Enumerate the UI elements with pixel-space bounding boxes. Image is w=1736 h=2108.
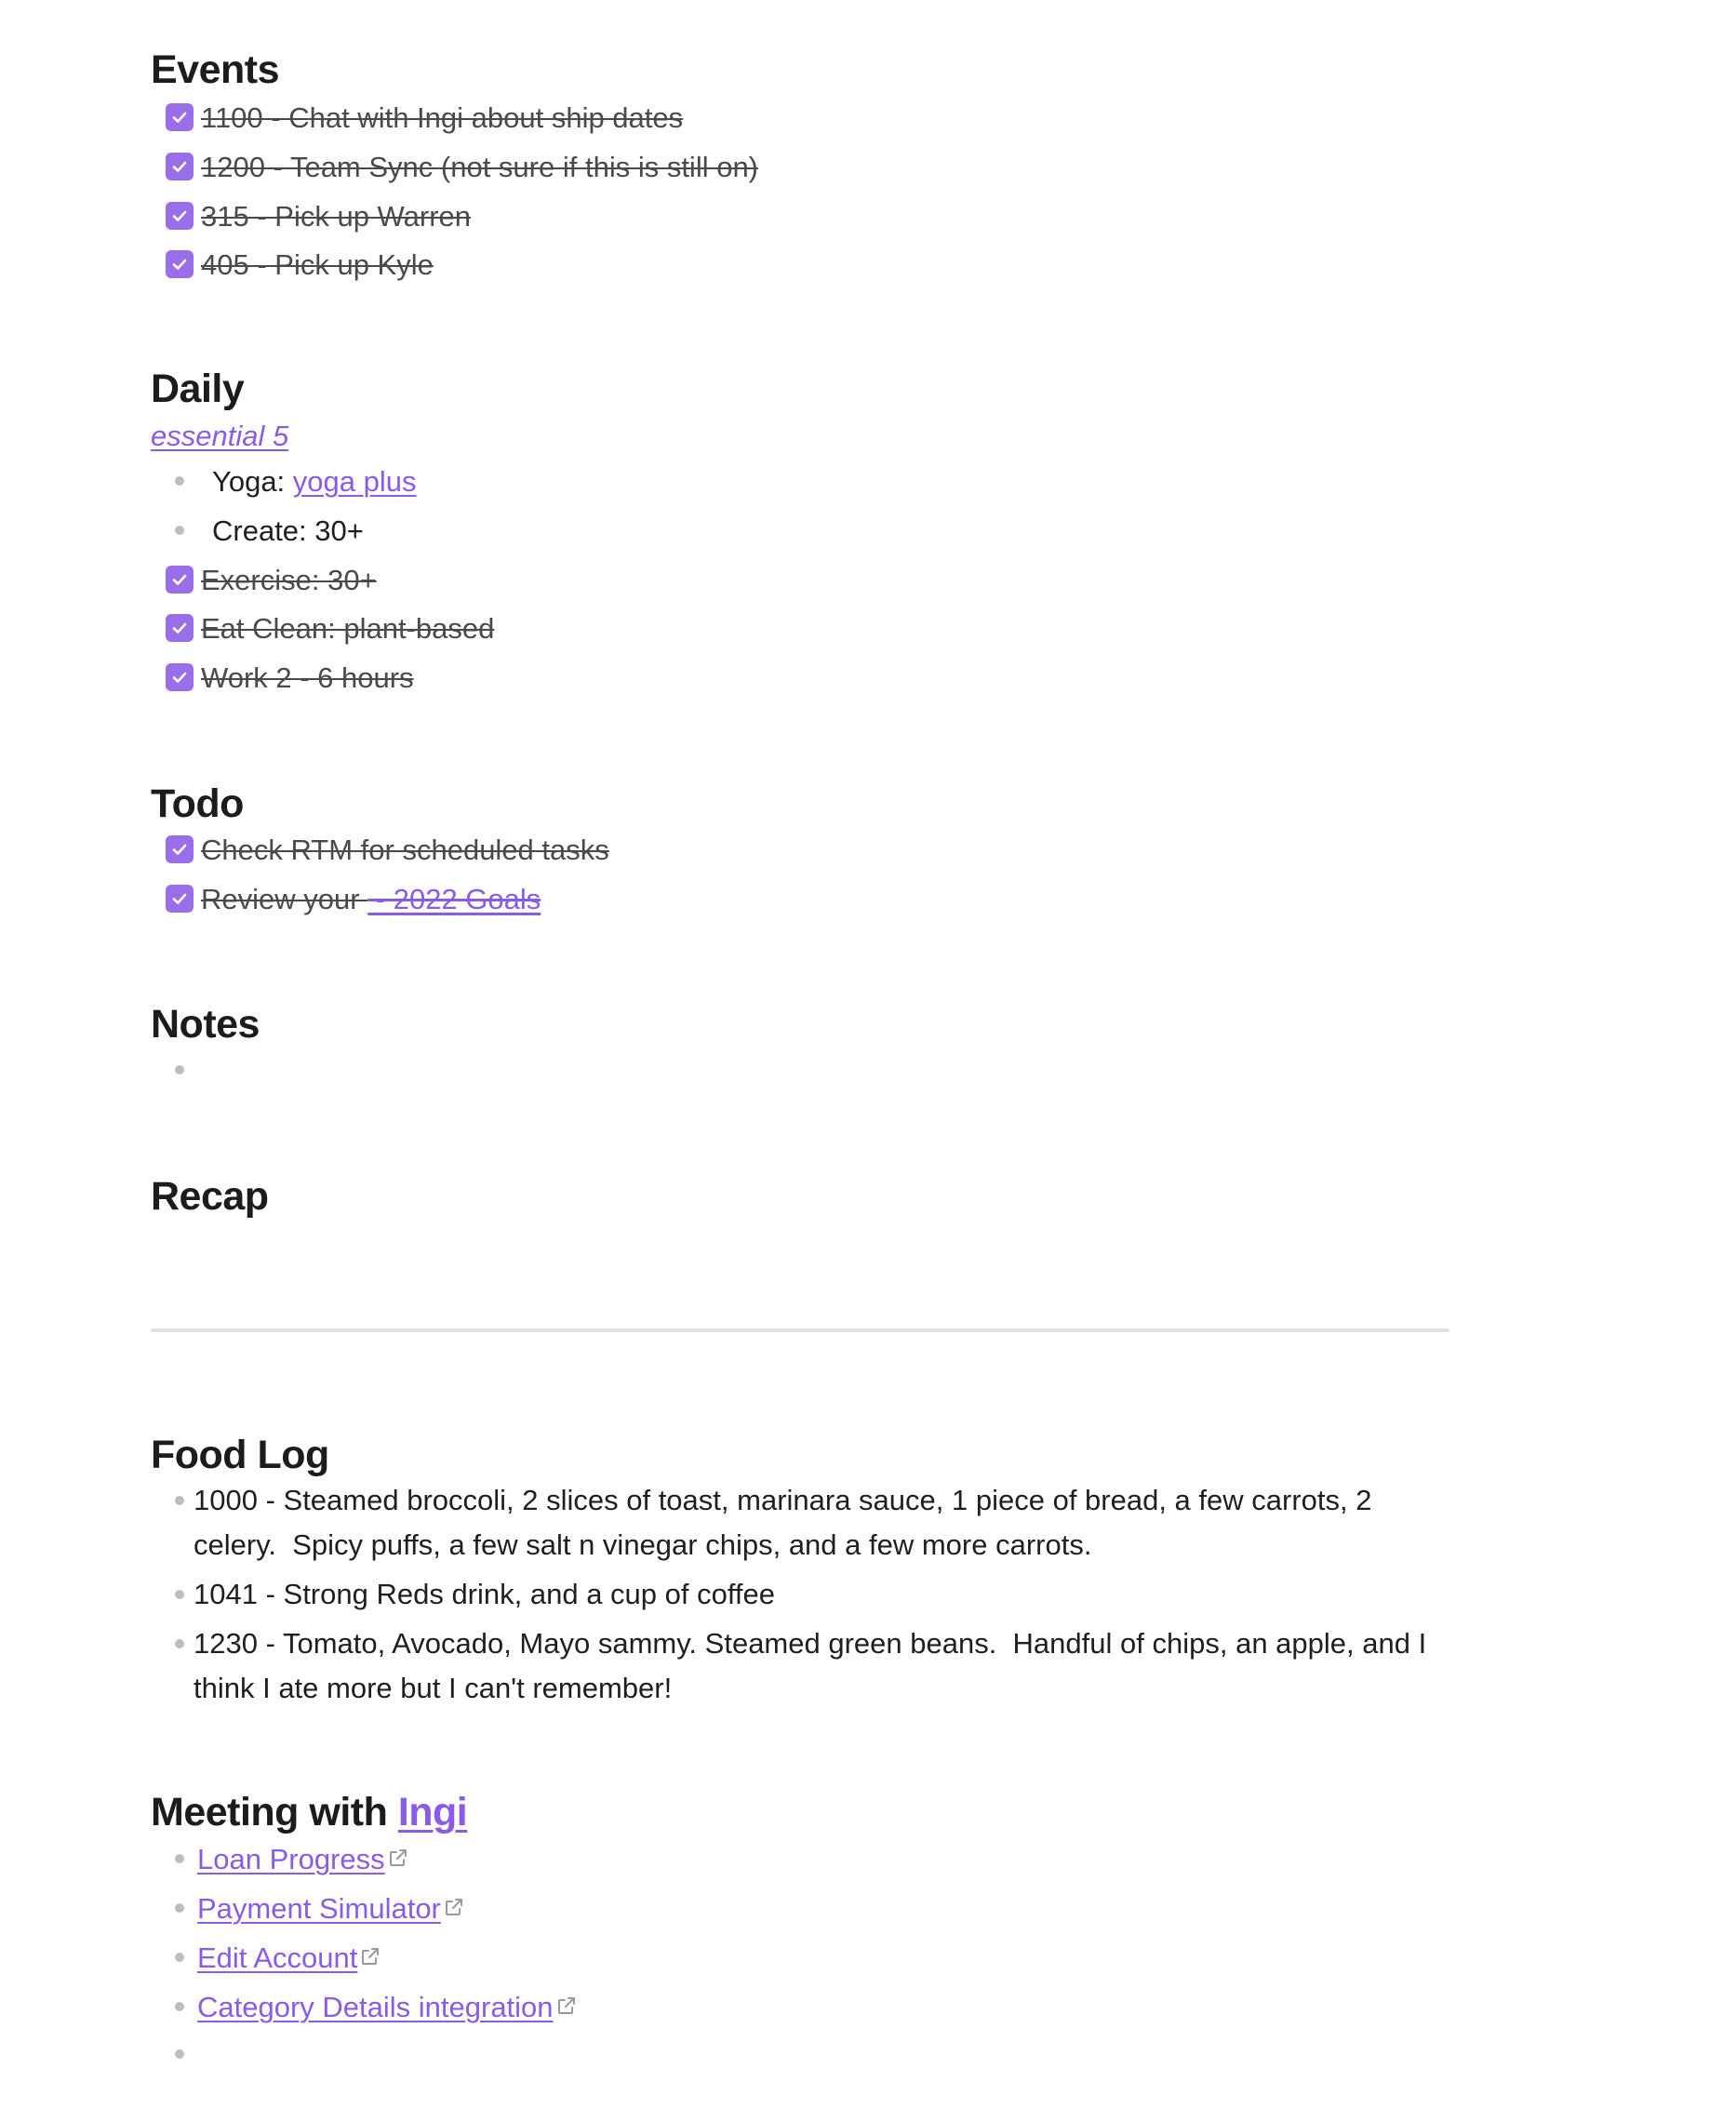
food-log-heading: Food Log (151, 1433, 329, 1477)
event-item-text[interactable]: 1200 - Team Sync (not sure if this is still on) (201, 150, 759, 183)
checkbox-checked-icon[interactable] (166, 250, 194, 278)
bullet-icon (175, 1854, 184, 1863)
bullet-icon (175, 1903, 184, 1913)
bullet-icon (175, 2049, 184, 2059)
event-item-text[interactable]: 405 - Pick up Kyle (201, 247, 434, 281)
food-log-item-text[interactable]: 1230 - Tomato, Avocado, Mayo sammy. Steamed green beans. Handful of chips, an apple, and I think I ate more but I can't remember! (194, 1627, 1435, 1704)
meeting-item (166, 1937, 381, 1978)
ingi-link[interactable]: Ingi (397, 1790, 468, 1834)
essential-5-link[interactable]: essential 5 (151, 420, 289, 452)
divider (151, 1328, 1449, 1332)
loan-progress-link[interactable]: Loan Progress (197, 1842, 385, 1875)
external-link-icon[interactable] (555, 1993, 578, 2021)
checkbox-checked-icon[interactable] (166, 202, 194, 230)
external-link-icon[interactable] (443, 1894, 465, 1923)
bullet-icon (175, 2002, 184, 2011)
checkbox-checked-icon[interactable] (166, 885, 194, 913)
daily-item-prefix: Yoga: (212, 464, 293, 498)
checkbox-checked-icon[interactable] (166, 663, 194, 691)
food-log-item (166, 1621, 1449, 1711)
bullet-icon (175, 526, 184, 535)
event-item (166, 146, 758, 187)
bullet-icon (175, 1953, 184, 1962)
daily-item (166, 460, 417, 501)
meeting-item (166, 1888, 465, 1928)
event-item-text[interactable]: 1100 - Chat with Ingi about ship dates (201, 100, 684, 134)
daily-item-text[interactable]: Eat Clean: plant-based (201, 611, 495, 645)
meeting-empty-item[interactable] (166, 2034, 197, 2075)
daily-heading: Daily (151, 367, 245, 411)
yoga-plus-link[interactable]: yoga plus (292, 464, 417, 498)
edit-account-link[interactable]: Edit Account (197, 1941, 358, 1974)
checkbox-checked-icon[interactable] (166, 103, 194, 131)
meeting-heading (151, 1790, 468, 1834)
checkbox-checked-icon[interactable] (166, 835, 194, 863)
checkbox-checked-icon[interactable] (166, 614, 194, 642)
meeting-heading-prefix: Meeting with (151, 1790, 398, 1834)
food-log-item-text[interactable]: 1041 - Strong Reds drink, and a cup of coffee (194, 1578, 775, 1610)
external-link-icon[interactable] (387, 1845, 409, 1874)
bullet-icon (175, 1496, 184, 1505)
category-details-link[interactable]: Category Details integration (197, 1990, 554, 2023)
event-item-text[interactable]: 315 - Pick up Warren (201, 199, 472, 233)
checkbox-checked-icon[interactable] (166, 153, 194, 180)
daily-item (166, 607, 494, 648)
todo-item-prefix: Review your (201, 882, 368, 915)
bullet-icon (175, 1065, 184, 1074)
daily-item (166, 657, 414, 698)
event-item (166, 244, 434, 285)
daily-item (166, 510, 364, 551)
bullet-icon (175, 476, 184, 486)
todo-item (166, 878, 541, 919)
checkbox-checked-icon[interactable] (166, 566, 194, 594)
events-heading: Events (151, 47, 280, 92)
recap-heading: Recap (151, 1174, 269, 1219)
notes-empty-item[interactable] (166, 1049, 212, 1090)
meeting-item (166, 1986, 578, 2027)
food-log-item-text[interactable]: 1000 - Steamed broccoli, 2 slices of toast, marinara sauce, 1 piece of bread, a few carrots, 2 celery. Spicy puffs, a few salt n vinegar chips, and a few more carrots. (194, 1484, 1381, 1561)
external-link-icon[interactable] (359, 1943, 381, 1972)
todo-item (166, 829, 609, 870)
todo-heading: Todo (151, 781, 244, 826)
payment-simulator-link[interactable]: Payment Simulator (197, 1891, 441, 1925)
daily-item-text[interactable]: Exercise: 30+ (201, 563, 377, 596)
food-log-item (166, 1572, 1449, 1617)
daily-item (166, 559, 377, 600)
event-item (166, 97, 683, 138)
food-log-item (166, 1478, 1449, 1568)
daily-item-text[interactable]: Work 2 - 6 hours (201, 660, 414, 694)
daily-item-text[interactable]: Create: 30+ (212, 514, 364, 547)
event-item (166, 195, 471, 236)
notes-heading: Notes (151, 1002, 260, 1047)
todo-item-text[interactable]: Check RTM for scheduled tasks (201, 833, 609, 866)
bullet-icon (175, 1639, 184, 1648)
meeting-item (166, 1838, 409, 1879)
bullet-icon (175, 1590, 184, 1599)
2022-goals-link[interactable]: - 2022 Goals (367, 882, 541, 915)
